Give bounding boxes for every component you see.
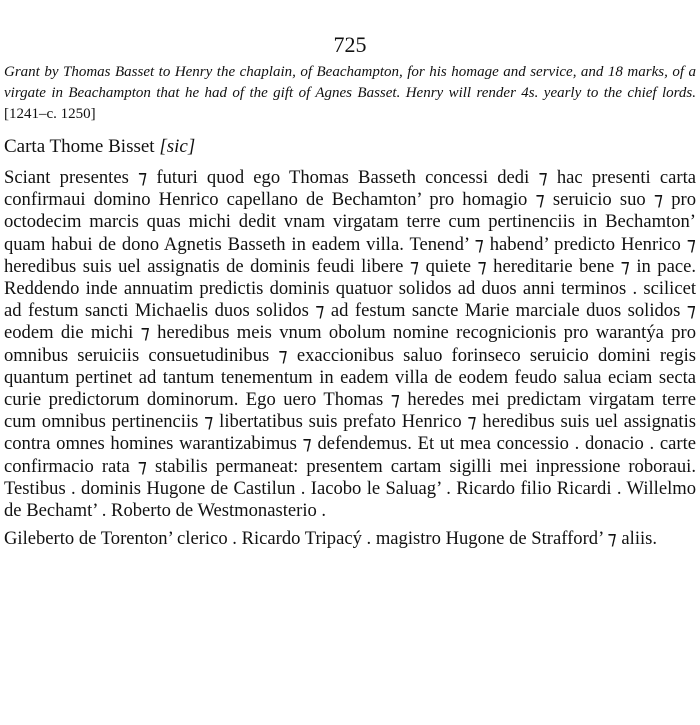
charter-title-text: Carta Thome Bisset	[4, 136, 155, 157]
charter-body: Sciant presentes ⁊ futuri quod ego Thomas Basseth concessi dedi ⁊ hac presenti carta confirmaui domino Henrico capellano de Bechamton’ pro homagio ⁊ seruicio suo ⁊ pro octodecim marcis quas michi dedit vnam virgatam terre cum pertinenciis in Bechamton’ quam habui de dono Agnetis Basseth in eadem villa. Tenend’ ⁊ habend’ predicto Henrico ⁊ heredibus suis uel assignatis de dominis feudi libere ⁊ quiete ⁊ hereditarie bene ⁊ in pace. Reddendo inde annuatim predictis dominis quatuor solidos ad duos anni terminos . scilicet ad festum sancti Michaelis duos solidos ⁊ ad festum sancte Marie marciale duos solidos ⁊ eodem die michi ⁊ heredibus meis vnum obolum nomine recognicionis pro warantýa pro omnibus seruiciis consuetudinibus ⁊ exaccionibus saluo forinseco seruicio domini regis quantum pertinet ad tantum tenementum in eadem villa de eodem feudo salua eciam secta curie predictorum dominorum. Ego uero Thomas ⁊ heredes mei predictam virgatam terre cum omnibus pertinenciis ⁊ libertatibus suis prefato Henrico ⁊ heredibus suis uel assignatis contra omnes homines warantizabimus ⁊ defendemus. Et ut mea concessio . donacio . carte confirmacio rata ⁊ stabilis permaneat: presentem cartam sigilli mei inpressione roboraui. Testibus . dominis Hugone de Castilun . Iacobo le Saluag’ . Ricardo filio Ricardi . Willelmo de Bechamt’ . Roberto de Westmonasterio .	[4, 167, 696, 522]
page-number: 725	[333, 32, 367, 57]
charter-title-note: [sic]	[159, 136, 196, 157]
document-page	[4, 32, 696, 550]
summary-text: Grant by Thomas Basset to Henry the chaplain, of Beachampton, for his homage and service, and 18 marks, of a virgate in Beachampton that he had of the gift of Agnes Basset. Henry will render 4s. yearly to the chief lords.	[4, 64, 696, 101]
charter-witnesses-continued: Gileberto de Torenton’ clerico . Ricardo Tripacý . magistro Hugone de Strafford’ ⁊ aliis.	[4, 528, 658, 550]
charter-title	[4, 135, 696, 159]
editorial-summary	[4, 62, 696, 125]
summary-date: [1241–c. 1250]	[4, 106, 96, 122]
